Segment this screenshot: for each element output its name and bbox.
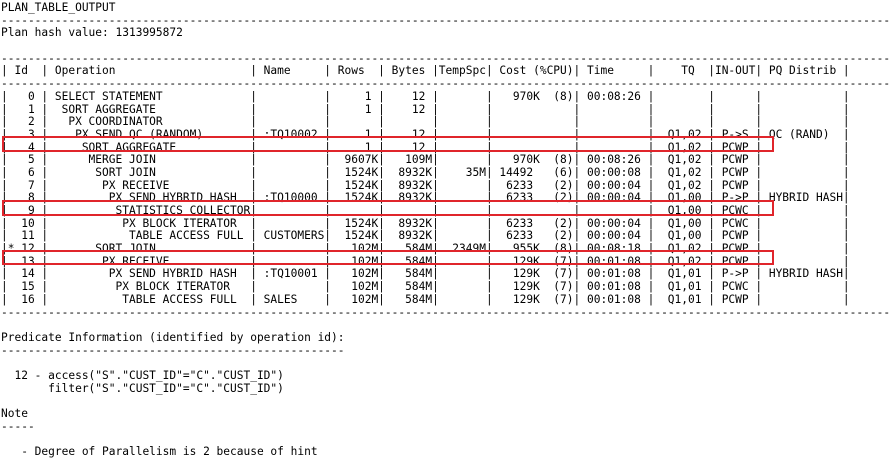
table-row: | 2 | PX COORDINATOR | | | | | | | | | | [1,115,850,129]
table-header: | Id | Operation | Name | Rows | Bytes |TempSpc| Cost (%CPU)| Time | TQ |IN-OUT| PQ Distrib | [1,64,850,78]
table-row: | 13 | PX RECEIVE | | 102M| 584M| | 129K (7)| 00:01:08 | Q1,02 | PCWP | | [1,254,850,268]
table-border-top: ------------------------------------------------------------------------------------------------------------------------------------ [1,51,890,65]
header-underline: ------------------------------------------------------------------------------------------------------------------------------------ [1,13,890,27]
table-border-mid: ------------------------------------------------------------------------------------------------------------------------------------ [1,77,890,91]
table-row: | 8 | PX SEND HYBRID HASH | :TQ10000 | 1524K| 8932K| | 6233 (2)| 00:00:04 | Q1,00 | P->P | HYBRID HASH| [1,191,850,205]
table-row: | 15 | PX BLOCK ITERATOR | | 102M| 584M| | 129K (7)| 00:01:08 | Q1,01 | PCWC | | [1,280,850,294]
table-row: | 5 | MERGE JOIN | | 9607K| 109M| | 970K (8)| 00:08:26 | Q1,02 | PCWP | | [1,153,850,167]
table-row: | 0 | SELECT STATEMENT | | 1 | 12 | | 970K (8)| 00:08:26 | | | | [1,89,850,103]
blank-line [1,395,890,408]
table-row: | 3 | PX SEND QC (RANDOM) | :TQ10002 | 1 | 12 | | | | Q1,02 | P->S | QC (RAND) | [1,127,850,141]
predicate-underline: --------------------------------------------------- [1,343,345,357]
predicate-title: Predicate Information (identified by operation id): [1,330,345,344]
table-row: | 6 | SORT JOIN | | 1524K| 8932K| 35M| 14492 (6)| 00:00:08 | Q1,02 | PCWP | | [1,165,850,179]
plan-table-output [1,2,890,459]
plan-hash: Plan hash value: 1313995872 [1,26,183,40]
output-header: PLAN_TABLE_OUTPUT [1,1,116,14]
table-row: | 7 | PX RECEIVE | | 1524K| 8932K| | 6233 (2)| 00:00:04 | Q1,02 | PCWP | | [1,178,850,192]
table-row: |* 12 | SORT JOIN | | 102M| 584M| 2349M| 955K (8)| 00:08:18 | Q1,02 | PCWP | | [1,242,850,256]
blank-line [1,319,890,332]
note-title: Note [1,407,28,420]
note-text: - Degree of Parallelism is 2 because of hint [1,445,318,459]
table-row: | 1 | SORT AGGREGATE | | 1 | 12 | | | | | | | [1,102,850,116]
predicate-filter: filter("S"."CUST_ID"="C"."CUST_ID") [1,381,284,395]
note-underline: ----- [1,419,35,433]
table-row: | 16 | TABLE ACCESS FULL | SALES | 102M| 584M| | 129K (7)| 00:01:08 | Q1,01 | PCWP | | [1,292,850,306]
table-row: | 14 | PX SEND HYBRID HASH | :TQ10001 | 102M| 584M| | 129K (7)| 00:01:08 | Q1,01 | P->P | HYBRID HASH| [1,267,850,281]
table-border-bottom: ------------------------------------------------------------------------------------------------------------------------------------ [1,305,890,319]
predicate-access: 12 - access("S"."CUST_ID"="C"."CUST_ID") [1,368,284,382]
blank-line [1,40,890,53]
table-row: | 10 | PX BLOCK ITERATOR | | 1524K| 8932K| | 6233 (2)| 00:00:04 | Q1,00 | PCWC | | [1,216,850,230]
table-row: | 11 | TABLE ACCESS FULL | CUSTOMERS| 1524K| 8932K| | 6233 (2)| 00:00:04 | Q1,00 | PCWP | | [1,229,850,243]
table-row: | 9 | STATISTICS COLLECTOR| | | | | | | Q1,00 | PCWC | | [1,204,850,217]
table-row: | 4 | SORT AGGREGATE | | 1 | 12 | | | | Q1,02 | PCWP | | [1,140,850,154]
